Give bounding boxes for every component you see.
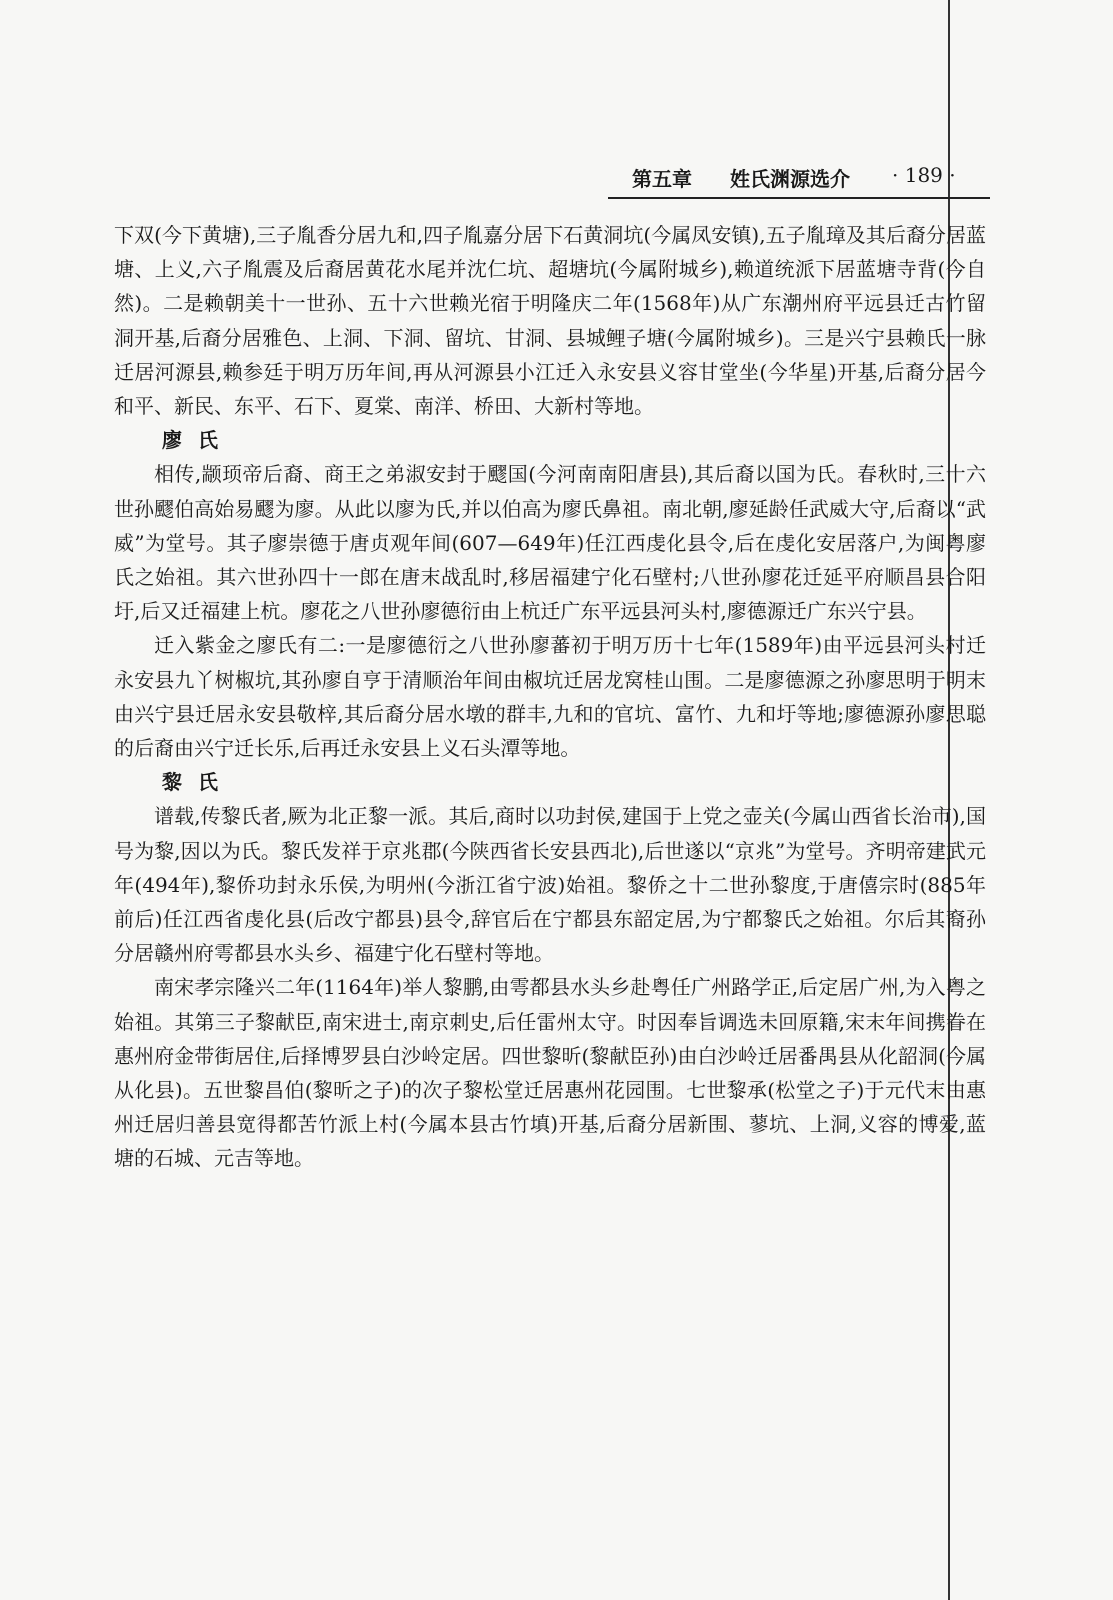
page-number: · 189 ·	[892, 163, 956, 187]
section-heading-liao: 廖氏	[162, 428, 234, 453]
paragraph: 南宋孝宗隆兴二年(1164年)举人黎鹏,由雩都县水头乡赴粤任广州路学正,后定居广州,为入粤之始祖。其第三子黎献臣,南宋进士,南京刺史,后任雷州太守。时因奉旨调选未回原籍,宋末年间携眷在惠州府金带街居住,后择博罗县白沙岭定居。四世黎昕(黎献臣孙)由白沙岭迁居番禺县从化韶洞(今属从化县)。五世黎昌伯(黎昕之子)的次子黎松堂迁居惠州花园围。七世黎承(松堂之子)于元代末由惠州迁居归善县宽得都苦竹派上村(今属本县古竹填)开基,后裔分居新围、蓼坑、上洞,义容的博爱,蓝塘的石城、元吉等地。	[114, 975, 986, 1171]
body-text	[114, 218, 986, 1176]
paragraph: 相传,颛顼帝后裔、商王之弟淑安封于飂国(今河南南阳唐县),其后裔以国为氏。春秋时,三十六世孙飂伯高始易飂为廖。从此以廖为氏,并以伯高为廖氏鼻祖。南北朝,廖延龄任武威大守,后裔以“武威”为堂号。其子廖崇德于唐贞观年间(607—649年)任江西虔化县令,后在虔化安居落户,为闽粤廖氏之始祖。其六世孙四十一郎在唐末战乱时,移居福建宁化石壁村;八世孙廖花迁延平府顺昌县合阳圩,后又迁福建上杭。廖花之八世孙廖德衍由上杭迁广东平远县河头村,廖德源迁广东兴宁县。	[114, 462, 986, 624]
chapter-label: 第五章	[632, 167, 692, 191]
section-heading-li: 黎氏	[162, 770, 234, 795]
header-rule	[608, 197, 990, 199]
paragraph: 下双(今下黄塘),三子胤香分居九和,四子胤嘉分居下石黄洞坑(今属凤安镇),五子胤璋及其后裔分居蓝塘、上义,六子胤震及后裔居黄花水尾并沈仁坑、超塘坑(今属附城乡),赖道统派下居蓝塘寺背(今自然)。二是赖朝美十一世孙、五十六世赖光宿于明隆庆二年(1568年)从广东潮州府平远县迁古竹留洞开基,后裔分居雅色、上洞、下洞、留坑、甘洞、县城鲤子塘(今属附城乡)。三是兴宁县赖氏一脉迁居河源县,赖参廷于明万历年间,再从河源县小江迁入永安县义容甘堂坐(今华星)开基,后裔分居今和平、新民、东平、石下、夏棠、南洋、桥田、大新村等地。	[114, 223, 986, 419]
page-header	[630, 163, 990, 197]
paragraph: 谱载,传黎氏者,厥为北正黎一派。其后,商时以功封侯,建国于上党之壶关(今属山西省长治市),国号为黎,因以为氏。黎氏发祥于京兆郡(今陕西省长安县西北),后世遂以“京兆”为堂号。齐明帝建武元年(494年),黎侨功封永乐侯,为明州(今浙江省宁波)始祖。黎侨之十二世孙黎度,于唐僖宗时(885年前后)任江西省虔化县(后改宁都县)县令,辞官后在宁都县东韶定居,为宁都黎氏之始祖。尔后其裔孙分居赣州府雩都县水头乡、福建宁化石壁村等地。	[114, 804, 986, 966]
chapter-title: 姓氏渊源选介	[730, 167, 850, 191]
paragraph: 迁入紫金之廖氏有二:一是廖德衍之八世孙廖蕃初于明万历十七年(1589年)由平远县河头村迁永安县九丫树椒坑,其孙廖自亨于清顺治年间由椒坑迁居龙窝桂山围。二是廖德源之孙廖思明于明末由兴宁县迁居永安县敬梓,其后裔分居水墩的群丰,九和的官坑、富竹、九和圩等地;廖德源孙廖思聪的后裔由兴宁迁长乐,后再迁永安县上义石头潭等地。	[114, 633, 986, 761]
